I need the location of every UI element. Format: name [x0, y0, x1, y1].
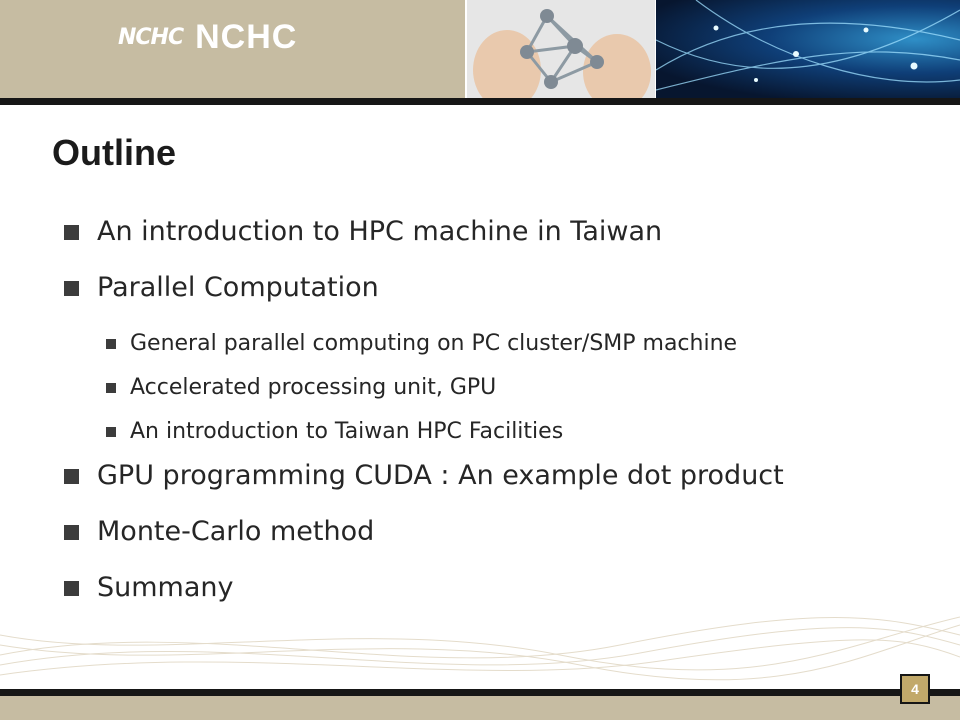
bullet-square-icon [64, 525, 79, 540]
sub-bullet-square-icon [106, 339, 116, 349]
footer-band [0, 696, 960, 720]
bullet-text: An introduction to HPC machine in Taiwan [97, 216, 663, 247]
nchc-logo [118, 18, 297, 57]
sub-bullet-item [64, 360, 944, 410]
bullet-text: Parallel Computation [97, 272, 379, 303]
page-number-badge: 4 [900, 674, 930, 704]
header-divider [0, 98, 960, 105]
bullet-square-icon [64, 225, 79, 240]
sub-bullet-item [64, 404, 944, 454]
bullet-square-icon [64, 469, 79, 484]
sub-bullet-square-icon [106, 427, 116, 437]
outline-list [64, 210, 944, 622]
bullet-item [64, 210, 944, 266]
bullet-text: Monte-Carlo method [97, 516, 375, 547]
circuit-icon [656, 0, 960, 98]
slide-title: Outline [52, 132, 176, 173]
bullet-square-icon [64, 581, 79, 596]
footer-divider [0, 689, 960, 696]
header-banner [0, 0, 960, 98]
bullet-text: GPU programming CUDA : An example dot product [97, 460, 784, 491]
bullet-item [64, 266, 944, 322]
sub-bullet-square-icon [106, 383, 116, 393]
sub-bullet-text: Accelerated processing unit, GPU [130, 375, 497, 400]
sub-bullet-item [64, 316, 944, 366]
bullet-text: Summany [97, 572, 234, 603]
sub-bullet-text: General parallel computing on PC cluster/SMP machine [130, 331, 738, 356]
bullet-square-icon [64, 281, 79, 296]
sub-bullet-text: An introduction to Taiwan HPC Facilities [130, 419, 564, 444]
molecule-icon [467, 0, 655, 98]
nchc-logo-mark: NCHC [118, 25, 184, 50]
bullet-item [64, 510, 944, 566]
nchc-logo-text: NCHC [195, 18, 298, 56]
molecule-hands-photo [465, 0, 657, 98]
tech-abstract-photo [656, 0, 960, 98]
decorative-waves [0, 595, 960, 690]
bullet-item [64, 454, 944, 510]
